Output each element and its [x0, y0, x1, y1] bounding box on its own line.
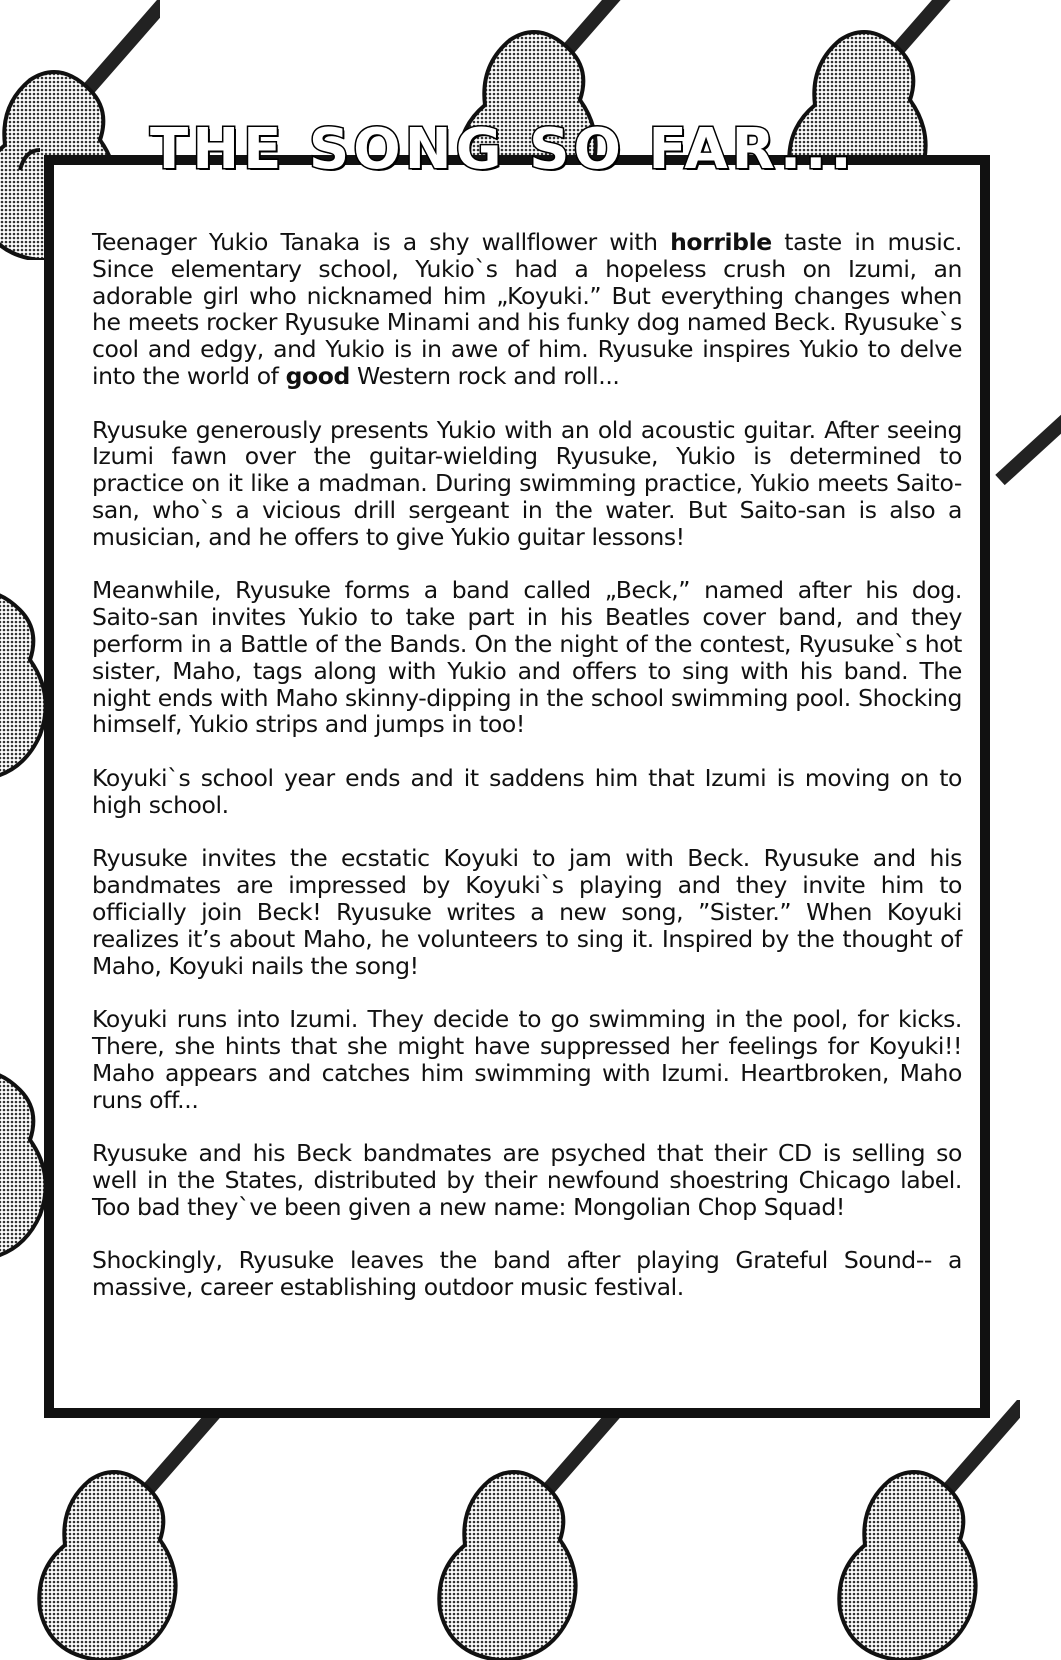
- text-span: Western rock and roll...: [349, 361, 620, 390]
- guitar-icon: [20, 1400, 220, 1660]
- emphasis-horrible: horrible: [670, 228, 772, 256]
- paragraph-4: Koyuki`s school year ends and it saddens him that Izumi is moving on to high school.: [92, 763, 962, 819]
- paragraph-7: Ryusuke and his Beck bandmates are psyched that their CD is selling so well in the States, distributed by their newfound shoestring Chicago label. Too bad they`ve been given a new name: Mongolian Chop Squad!: [92, 1139, 962, 1221]
- paragraph-1: [92, 229, 962, 390]
- text-span: taste in music. Since elementary school, Yukio`s had a hopeless crush on Izumi, an adorable girl who nicknamed him „Koyuki.” But everything changes when he meets rocker Ryusuke Minami and his funky dog named Beck. Ryusuke`s cool and edgy, and Yukio is in awe of him. Ryusuke inspires Yukio to delve into the world of: [92, 228, 962, 390]
- paragraph-6: Koyuki runs into Izumi. They decide to go swimming in the pool, for kicks. There, she hints that she might have suppressed her feelings for Koyuki!! Maho appears and catches him swimming with Izumi. Heartbroken, Maho runs off...: [92, 1005, 962, 1114]
- text-span: Teenager Yukio Tanaka is a shy wallflower with: [92, 228, 671, 256]
- paragraph-3: Meanwhile, Ryusuke forms a band called „Beck,” named after his dog. Saito-san invites Yukio to take part in his Beatles cover band, and they perform in a Battle of the Bands. On the night of the contest, Ryusuke`s hot sister, Maho, tags along with Yukio and offers to sing with his band. The night ends with Maho skinny-dipping in the school swimming pool. Shocking himself, Yukio strips and jumps in too!: [92, 576, 962, 739]
- paragraph-5: Ryusuke invites the ecstatic Koyuki to jam with Beck. Ryusuke and his bandmates are impressed by Koyuki`s playing and they invite him to officially join Beck! Ryusuke writes a new song, ”Sister.” When Koyuki realizes it’s about Maho, he volunteers to sing it. Inspired by the thought of Maho, Koyuki nails the song!: [92, 844, 962, 980]
- paragraph-2: Ryusuke generously presents Yukio with an old acoustic guitar. After seeing Izumi fawn over the guitar-wielding Ryusuke, Yukio is determined to practice on it like a madman. During swimming practice, Yukio meets Saito-san, who`s a vicious drill sergeant in the water. But Saito-san is also a musician, and he offers to give Yukio guitar lessons!: [92, 415, 962, 551]
- guitar-icon: [420, 1400, 620, 1660]
- summary-box: [44, 155, 990, 1418]
- guitar-icon: [820, 1400, 1020, 1660]
- paragraph-8: Shockingly, Ryusuke leaves the band after playing Grateful Sound-- a massive, career establishing outdoor music festival.: [92, 1246, 962, 1302]
- page-title: THE SONG SO FAR...: [150, 116, 856, 182]
- summary-text: [92, 229, 962, 1328]
- emphasis-good: good: [285, 361, 350, 390]
